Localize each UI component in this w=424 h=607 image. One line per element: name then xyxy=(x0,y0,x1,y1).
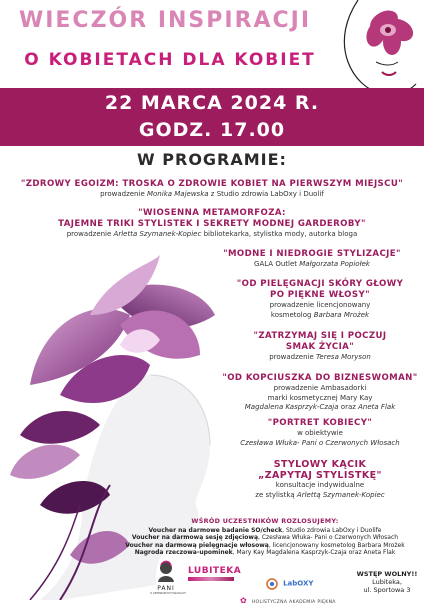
host-name: Aneta Flak xyxy=(358,403,396,411)
program-item-line: prowadzenie licencjonowany xyxy=(269,301,371,309)
program-item-title-line1: "OD PIELĘGNACJI SKÓRY GŁOWY xyxy=(236,279,404,289)
host-name: Arletta Szymanek-Kopiec xyxy=(113,230,202,238)
program-item-line: prowadzenie Ambasadorki xyxy=(273,384,367,392)
program-item-line: w obiektywie xyxy=(297,429,343,437)
program-item-title: "ZDROWY EGOIZM: TROSKA O ZDROWIE KOBIET NA PIERWSZYM MIEJSCU" xyxy=(20,179,404,189)
venue-street: ul. Sportowa 3 xyxy=(363,586,411,594)
logo-lubiteka xyxy=(188,566,242,590)
program-item-host: prowadzenie Monika Majewska z Studio zdrowia LabOxy i Duolif xyxy=(100,190,324,198)
host-name: Małgorzata Popiołek xyxy=(299,260,370,268)
logo-lubiteka-stripe xyxy=(188,577,234,581)
program-item-title-line2: SMAK ŻYCIA" xyxy=(285,342,355,352)
program-item-host: prowadzenie Arletta Szymanek-Kopiec bibliotekarka, stylistka mody, autorka bloga xyxy=(66,230,358,238)
program-item-title: "MODNE I NIEDROGIE STYLIZACJE" xyxy=(223,249,401,259)
event-title-line1: WIECZÓR INSPIRACJI xyxy=(18,8,312,33)
program-item-line: konsultacje indywidualne xyxy=(275,481,365,489)
program-item-host: kosmetolog Barbara Mrożek xyxy=(270,310,370,319)
prize-item: Voucher na darmową sesję zdjęciową, Czesława Włuka- Pani o Czerwonych Włosach xyxy=(131,534,399,541)
program-heading: W PROGRAMIE: xyxy=(137,150,287,169)
logo-pani-text: PANI xyxy=(157,585,175,592)
program-item-title: "PORTRET KOBIECY" xyxy=(267,418,373,428)
logo-lubiteka-text: LUBITEKA xyxy=(188,566,242,576)
host-name: Barbara Mrożek xyxy=(313,310,370,319)
program-item-title-line2: TAJEMNE TRIKI STYLISTEK I SEKRETY MODNEJ GARDEROBY" xyxy=(58,219,366,229)
logo-laboxy-text: LabOXY xyxy=(283,579,314,588)
host-name: Monika Majewska xyxy=(146,190,209,198)
logo-pani-sub: O CZERWONYCH WŁOSACH xyxy=(150,592,186,595)
program-item-title-line2: PO PIĘKNE WŁOSY" xyxy=(270,290,370,300)
free-entry: WSTĘP WOLNY!! xyxy=(356,570,418,578)
program-item-host: Magdalena Kasprzyk-Czaja oraz Aneta Flak xyxy=(244,403,396,411)
logo-academy-text: HOLISTYCZNA AKADEMIA PIĘKNA xyxy=(251,600,336,605)
program-item-host: GALA Outlet Małgorzata Popiołek xyxy=(254,260,370,268)
host-name: Magdalena Kasprzyk-Czaja xyxy=(244,403,339,411)
program-item-host xyxy=(220,439,420,449)
program-item-title-line1: STYLOWY KĄCIK xyxy=(273,459,367,470)
event-time: GODZ. 17.00 xyxy=(138,119,286,141)
host-name: Czesława Włuka- Pani o Czerwonych Włosach xyxy=(240,438,400,447)
venue-name: Lubiteka, xyxy=(372,578,402,586)
event-title-line2: O KOBIETACH DLA KOBIET xyxy=(24,50,316,70)
prize-item: Voucher na darmowe badanie SO/check, Studio zdrowia LabOxy i Duolife xyxy=(148,526,382,534)
event-date: 22 MARCA 2024 R. xyxy=(104,92,320,114)
host-name: Teresa Moryson xyxy=(316,353,371,361)
entry-info xyxy=(352,570,422,594)
logo-pani xyxy=(150,560,186,596)
program-item-health xyxy=(10,179,414,200)
program-item-host: prowadzenie Teresa Moryson xyxy=(269,353,371,361)
program-item-stylizations xyxy=(205,249,419,270)
program-item-host: ze stylistką Arlettą Szymanek-Kopiec xyxy=(255,490,385,499)
logo-laboxy xyxy=(266,573,326,587)
program-item-stylist-corner xyxy=(220,459,420,500)
program-item-title-line2: „ZAPYTAJ STYLISTKĘ" xyxy=(258,470,382,481)
program-item-title-line1: "ZATRZYMAJ SIĘ I POCZUJ xyxy=(253,331,387,341)
program-item-hair-care xyxy=(220,279,420,320)
lotus-icon: ✿ xyxy=(240,596,247,605)
program-item-portrait xyxy=(220,418,420,448)
prize-item: Nagroda rzeczowa-upominek, Mary Kay Magdalena Kasprzyk-Czaja oraz Aneta Flak xyxy=(134,549,396,556)
program-item-metamorphosis xyxy=(10,208,414,240)
program-item-line: marki kosmetycznej Mary Kay xyxy=(267,393,373,402)
program-item-title-line1: "WIOSENNA METAMORFOZA: xyxy=(138,208,286,218)
program-item-title: "OD KOPCIUSZKA DO BIZNESWOMAN" xyxy=(222,373,418,383)
program-item-taste-of-life xyxy=(220,331,420,363)
portrait-icon xyxy=(156,560,176,582)
host-name: Arlettą Szymanek-Kopiec xyxy=(296,490,385,499)
prize-list xyxy=(120,518,410,557)
prize-heading: WŚRÓD UCZESTNIKÓW ROZLOSUJEMY: xyxy=(191,517,339,525)
program-item-businesswoman xyxy=(220,373,420,413)
prize-item: Voucher na darmową pielęgnacje włosową, licencjonowany kosmetolog Barbara Mrożek xyxy=(125,541,405,549)
